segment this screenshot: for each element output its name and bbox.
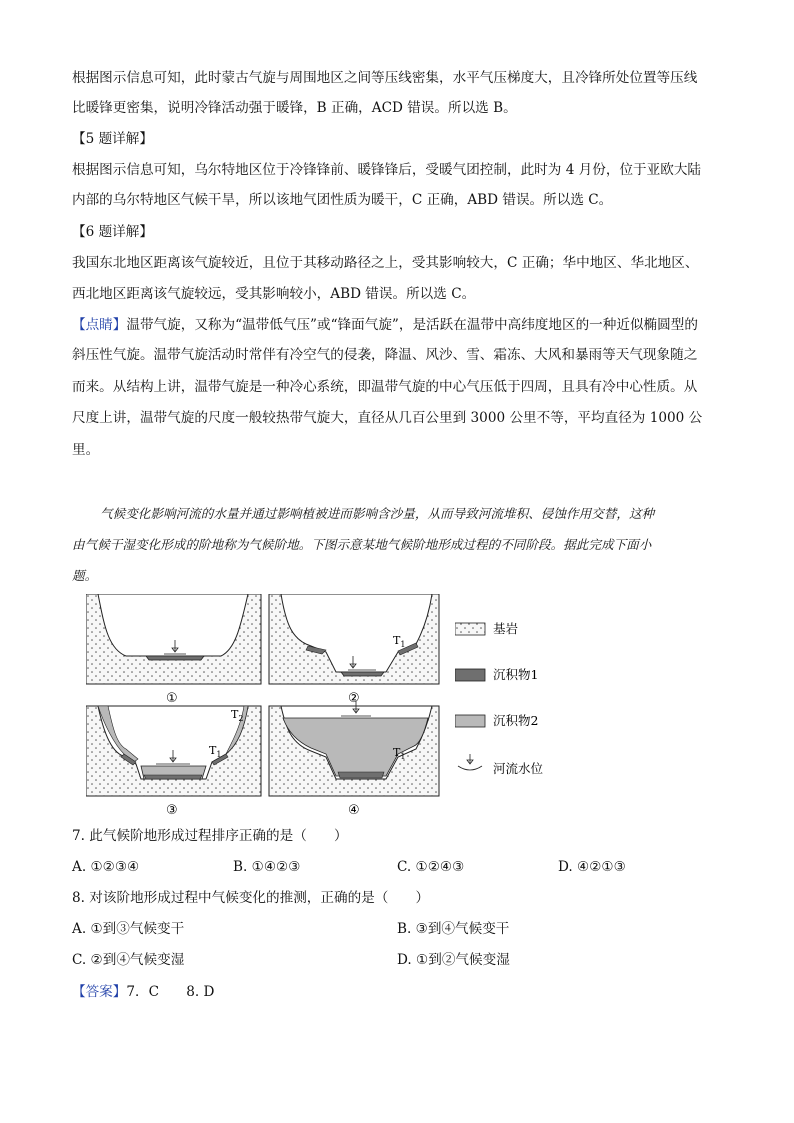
- dianjing-line3: 而来。从结构上讲，温带气旋是一种冷心系统，即温带气旋的中心气压低于四周，且具有冷中心性质。从: [72, 379, 698, 395]
- q7-option-d[interactable]: D. ④②①③: [558, 859, 626, 875]
- heading-q5: 【5 题详解】: [72, 131, 153, 147]
- q8-option-d[interactable]: D. ①到②气候变湿: [397, 952, 510, 968]
- dianjing-tag: 【点睛】: [72, 317, 127, 333]
- q8-option-c[interactable]: C. ②到④气候变湿: [72, 952, 185, 968]
- dianjing-line1: [72, 315, 698, 335]
- explanation-5-line2: 内部的乌尔特地区气候干旱，所以该地气团性质为暖干，C 正确，ABD 错误。所以选 C。: [72, 192, 613, 208]
- legend-swatch-sed1: [455, 669, 485, 681]
- legend-label-sed2: 沉积物2: [493, 713, 539, 728]
- q7-option-b[interactable]: B. ①④②③: [233, 859, 301, 875]
- panel-4: [269, 701, 439, 796]
- intro-line3: 题。: [72, 568, 98, 583]
- intro-line2: 由气候干湿变化形成的阶地称为气候阶地。下图示意某地气候阶地形成过程的不同阶段。据此完成下面小: [72, 537, 652, 552]
- water-level-icon: [458, 754, 482, 770]
- panel-label-3: ③: [166, 803, 178, 818]
- dianjing-line4: 尺度上讲，温带气旋的尺度一般较热带气旋大，直径从几百公里到 3000 公里不等，平均直径为 1000 公: [72, 410, 703, 426]
- question-7: 7. 此气候阶地形成过程排序正确的是（ ）: [72, 828, 348, 844]
- q7-option-c[interactable]: C. ①②④③: [397, 859, 465, 875]
- question-8: 8. 对该阶地形成过程中气候变化的推测，正确的是（ ）: [72, 890, 430, 906]
- legend: [455, 618, 595, 788]
- legend-label-water: 河流水位: [493, 761, 544, 776]
- panel-2: [269, 594, 439, 684]
- q8-option-b[interactable]: B. ③到④气候变干: [397, 921, 510, 937]
- answer-line: [72, 982, 214, 1002]
- answer-text: 7．C 8. D: [126, 984, 215, 1000]
- answer-tag: 【答案】: [72, 984, 127, 1000]
- panel-3-t1-label: $T_1$: [209, 744, 222, 759]
- explanation-4-line2: 比暖锋更密集，说明冷锋活动强于暖锋，B 正确，ACD 错误。所以选 B。: [72, 100, 517, 116]
- panel-label-4: ④: [348, 803, 360, 818]
- dianjing-line2: 斜压性气旋。温带气旋活动时常伴有冷空气的侵袭，降温、风沙、雪、霜冻、大风和暴雨等天气现象随之: [72, 347, 698, 363]
- explanation-6-line1: 我国东北地区距离该气旋较近，且位于其移动路径之上，受其影响较大，C 正确；华中地区、华北地区、: [72, 255, 699, 271]
- intro-line1: 气候变化影响河流的水量并通过影响植被进而影响含沙量，从而导致河流堆积、侵蚀作用交替，这种: [100, 506, 655, 521]
- panel-label-2: ②: [348, 691, 360, 706]
- panel-1: [86, 594, 261, 684]
- q8-option-a[interactable]: A. ①到③气候变干: [72, 921, 185, 937]
- explanation-5-line1: 根据图示信息可知，乌尔特地区位于冷锋锋前、暖锋锋后，受暖气团控制，此时为 4 月份，位于亚欧大陆: [72, 162, 702, 178]
- legend-swatch-bedrock: [455, 623, 485, 635]
- dianjing-line5: 里。: [72, 442, 100, 458]
- dianjing-text-1: 温带气旋，又称为“温带低气压”或“锋面气旋”，是活跃在温带中高纬度地区的一种近似椭圆型的: [126, 317, 698, 333]
- legend-label-bedrock: 基岩: [493, 621, 519, 636]
- panel-2-t1-label: $T_1$: [393, 634, 406, 649]
- explanation-4-line1: 根据图示信息可知，此时蒙古气旋与周围地区之间等压线密集，水平气压梯度大，且冷锋所处位置等压线: [72, 70, 698, 86]
- panel-4-t1-label: $T_1$: [393, 746, 406, 761]
- legend-swatch-sed2: [455, 715, 485, 727]
- legend-label-sed1: 沉积物1: [493, 667, 539, 682]
- panel-label-1: ①: [166, 691, 178, 706]
- panel-3: [86, 706, 261, 796]
- heading-q6: 【6 题详解】: [72, 224, 153, 240]
- q7-option-a[interactable]: A. ①②③④: [72, 859, 140, 875]
- panel-3-t2-label: $T_2$: [231, 708, 244, 723]
- explanation-6-line2: 西北地区距离该气旋较远，受其影响较小，ABD 错误。所以选 C。: [72, 286, 476, 302]
